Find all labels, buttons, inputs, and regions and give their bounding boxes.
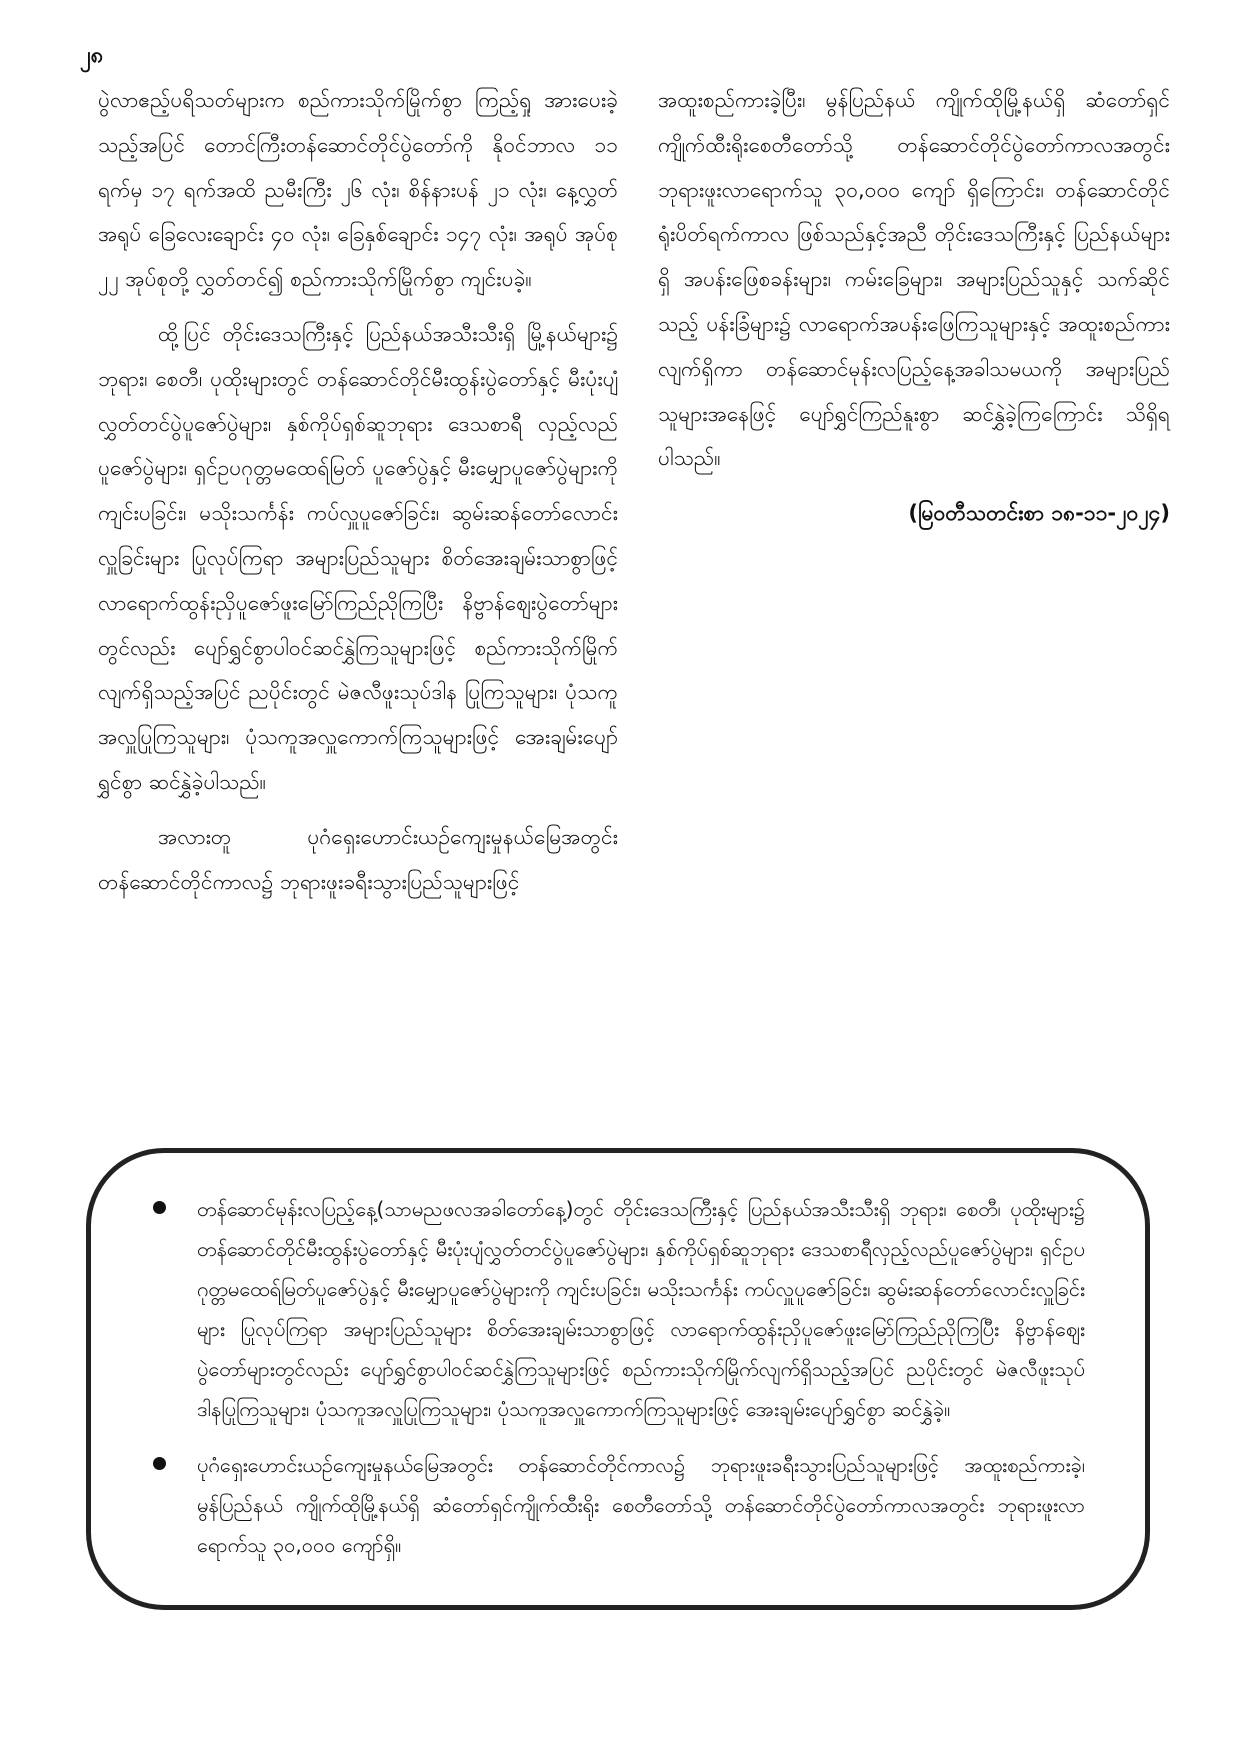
summary-box <box>86 1148 1150 1610</box>
bullet-icon <box>153 1457 166 1470</box>
summary-item-text: ပုဂံရှေးဟောင်းယဉ်ကျေးမှုနယ်မြေအတွင်း တန်ဆောင်တိုင်ကာလ၌ ဘုရားဖူးခရီးသွားပြည်သူများဖြင့် အထူးစည်ကားခဲ့၊ မွန်ပြည်နယ် ကျိုက်ထိုမြို့နယ်ရှိ ဆံတော်ရှင်ကျိုက်ထီးရိုး စေတီတော်သို့ တန်ဆောင်တိုင်ပွဲတော်ကာလအတွင်း ဘုရားဖူးလာရောက်သူ ၃၀,၀၀၀ ကျော်ရှိ။ <box>197 1453 1085 1557</box>
body-paragraph: အလားတူ ပုဂံရှေးဟောင်းယဉ်ကျေးမှုနယ်မြေအတွင်း တန်ဆောင်တိုင်ကာလ၌ ဘုရားဖူးခရီးသွားပြည်သူများဖြင့် <box>98 824 618 894</box>
summary-list <box>151 1189 1085 1565</box>
right-column <box>658 78 1170 536</box>
bullet-icon <box>153 1201 166 1214</box>
page-number: ၂၈ <box>80 43 104 68</box>
body-paragraph: ပွဲလာဧည့်ပရိသတ်များက စည်ကားသိုက်မြိုက်စွာ ကြည့်ရှု အားပေးခဲ့သည့်အပြင် တောင်ကြီးတန်ဆောင်တိုင်ပွဲတော်ကို နိုဝင်ဘာလ ၁၁ ရက်မှ ၁၇ ရက်အထိ ညမီးကြီး ၂၆ လုံး၊ စိန်နားပန် ၂၁ လုံး၊ နေ့လွှတ်အရုပ် ခြေလေးချောင်း ၄၀ လုံး၊ ခြေနှစ်ချောင်း ၁၄၇ လုံး၊ အရုပ် အုပ်စု ၂၂ အုပ်စုတို့ လွှတ်တင်၍ စည်ကားသိုက်မြိုက်စွာ ကျင်းပခဲ့။ <box>98 88 618 292</box>
summary-item <box>151 1189 1085 1429</box>
body-paragraph: အထူးစည်ကားခဲ့ပြီး၊ မွန်ပြည်နယ် ကျိုက်ထိုမြို့နယ်ရှိ ဆံတော်ရှင်ကျိုက်ထီးရိုးစေတီတော်သို့ တန်ဆောင်တိုင်ပွဲတော်ကာလအတွင်း ဘုရားဖူးလာရောက်သူ ၃၀,၀၀၀ ကျော် ရှိကြောင်း၊ တန်ဆောင်တိုင် ရုံးပိတ်ရက်ကာလ ဖြစ်သည်နှင့်အညီ တိုင်းဒေသကြီးနှင့် ပြည်နယ်များရှိ အပန်းဖြေစခန်းများ၊ ကမ်းခြေများ၊ အများပြည်သူနှင့် သက်ဆိုင်သည့် ပန်းခြံများ၌ လာရောက်အပန်းဖြေကြသူများနှင့် အထူးစည်ကားလျက်ရှိကာ တန်ဆောင်မုန်းလပြည့်နေ့အခါသမယကို အများပြည်သူများအနေဖြင့် ပျော်ရွှင်ကြည်နူးစွာ ဆင်နွှဲခဲ့ကြကြောင်း သိရှိရပါသည်။ <box>658 88 1170 471</box>
source-citation: (မြဝတီသတင်းစာ ၁၈-၁၁-၂၀၂၄) <box>908 501 1170 526</box>
summary-item-text: တန်ဆောင်မုန်းလပြည့်နေ့(သာမညဖလအခါတော်နေ့)တွင် တိုင်းဒေသကြီးနှင့် ပြည်နယ်အသီးသီးရှိ ဘုရား၊ စေတီ၊ ပုထိုးများ၌ တန်ဆောင်တိုင်မီးထွန်းပွဲတော်နှင့် မီးပုံးပျံလွှတ်တင်ပွဲပူဇော်ပွဲများ၊ နှစ်ကိုပ်ရှစ်ဆူဘုရား ဒေသစာရီလှည့်လည်ပူဇော်ပွဲများ၊ ရှင်ဥပဂုတ္တမထေရ်မြတ်ပူဇော်ပွဲနှင့် မီးမျှောပူဇော်ပွဲများကို ကျင်းပခြင်း၊ မသိုးသင်္ကန်း ကပ်လှူပူဇော်ခြင်း၊ ဆွမ်းဆန်တော်လောင်းလှူခြင်းများ ပြုလုပ်ကြရာ အများပြည်သူများ စိတ်အေးချမ်းသာစွာဖြင့် လာရောက်ထွန်းညှိပူဇော်ဖူးမြော်ကြည်ညိုကြပြီး နိဗ္ဗာန်ဈေးပွဲတော်များတွင်လည်း ပျော်ရွှင်စွာပါဝင်ဆင်နွှဲကြသူများဖြင့် စည်ကားသိုက်မြိုက်လျက်ရှိသည့်အပြင် ညပိုင်းတွင် မဲဇလီဖူးသုပ်ဒါနပြုကြသူများ၊ ပုံသကူအလှူပြုကြသူများ၊ ပုံသကူအလှူကောက်ကြသူများဖြင့် အေးချမ်းပျော်ရွှင်စွာ ဆင်နွှဲခဲ့။ <box>197 1197 1085 1421</box>
left-column <box>98 78 618 914</box>
summary-item <box>151 1445 1085 1565</box>
body-paragraph: ထို့ပြင် တိုင်းဒေသကြီးနှင့် ပြည်နယ်အသီးသီးရှိ မြို့နယ်များ၌ ဘုရား၊ စေတီ၊ ပုထိုးများတွင် တန်ဆောင်တိုင်မီးထွန်းပွဲတော်နှင့် မီးပုံးပျံလွှတ်တင်ပွဲပူဇော်ပွဲများ၊ နှစ်ကိုပ်ရှစ်ဆူဘုရား ဒေသစာရီ လှည့်လည်ပူဇော်ပွဲများ၊ ရှင်ဥပဂုတ္တမထေရ်မြတ် ပူဇော်ပွဲနှင့် မီးမျှောပူဇော်ပွဲများကို ကျင်းပခြင်း၊ မသိုးသင်္ကန်း ကပ်လှူပူဇော်ခြင်း၊ ဆွမ်းဆန်တော်လောင်းလှူခြင်းများ ပြုလုပ်ကြရာ အများပြည်သူများ စိတ်အေးချမ်းသာစွာဖြင့် လာရောက်ထွန်းညှိပူဇော်ဖူးမြော်ကြည်ညိုကြပြီး နိဗ္ဗာန်ဈေးပွဲတော်များတွင်လည်း ပျော်ရွှင်စွာပါဝင်ဆင်နွှဲကြသူများဖြင့် စည်ကားသိုက်မြိုက်လျက်ရှိသည့်အပြင် ညပိုင်းတွင် မဲဇလီဖူးသုပ်ဒါန ပြုကြသူများ၊ ပုံသကူအလှူပြုကြသူများ၊ ပုံသကူအလှူကောက်ကြသူများဖြင့် အေးချမ်းပျော်ရွှင်စွာ ဆင်နွှဲခဲ့ပါသည်။ <box>98 321 618 794</box>
